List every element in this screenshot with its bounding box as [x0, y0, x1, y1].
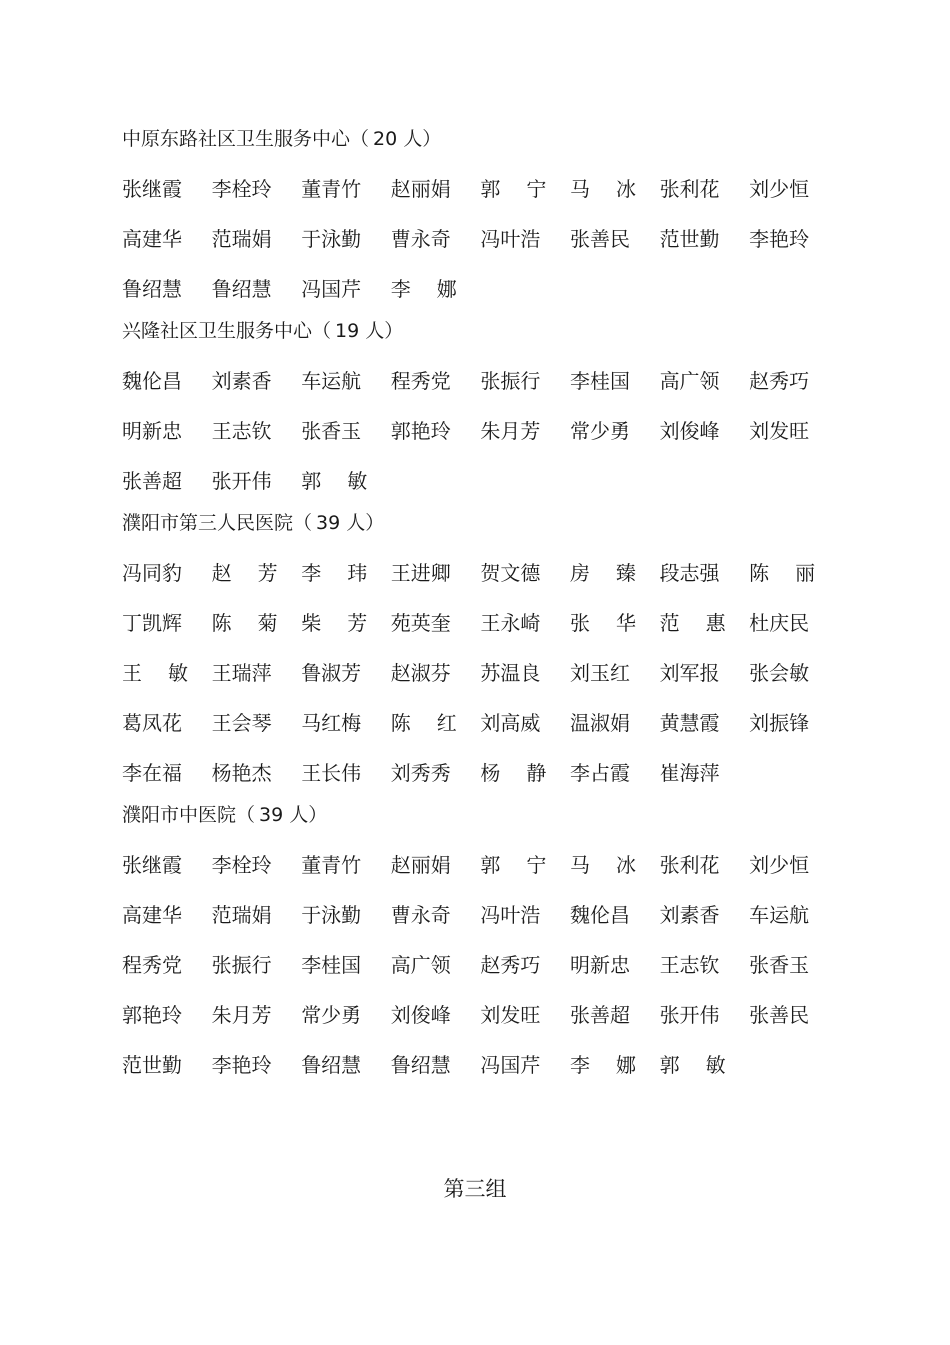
names-grid: [122, 840, 842, 1090]
person-name: 范世勤: [659, 227, 720, 251]
person-name: 冯叶浩: [480, 227, 541, 251]
person-name: 高广领: [390, 953, 451, 977]
person-name: 马 冰: [569, 177, 636, 201]
person-name: 张善超: [122, 469, 182, 493]
person-name: 郭 敏: [659, 1053, 726, 1077]
person-name: 刘秀秀: [390, 761, 451, 785]
person-name: 张利花: [659, 177, 720, 201]
section-headcount: 39 人）: [316, 512, 385, 534]
section-headcount: 19 人）: [335, 320, 404, 342]
person-name: 车运航: [749, 903, 810, 927]
person-name: 魏伦昌: [569, 903, 630, 927]
person-name: 刘俊峰: [390, 1003, 451, 1027]
roster-section: [122, 506, 842, 798]
person-name: 杜庆民: [749, 611, 810, 635]
person-name: 李栓玲: [211, 177, 272, 201]
person-name: 郭 宁: [480, 177, 547, 201]
person-name: 王长伟: [301, 761, 362, 785]
person-name: 鲁淑芳: [301, 661, 362, 685]
person-name: 张继霞: [122, 177, 182, 201]
person-name: 明新忠: [122, 419, 182, 443]
person-name: 刘振锋: [749, 711, 810, 735]
person-name: 郭艳玲: [122, 1003, 182, 1027]
person-name: 常少勇: [301, 1003, 362, 1027]
person-name: 范世勤: [122, 1053, 182, 1077]
person-name: 陈 丽: [749, 561, 816, 585]
person-name: 刘玉红: [569, 661, 630, 685]
person-name: 赵丽娟: [390, 177, 451, 201]
person-name: 张会敏: [749, 661, 810, 685]
person-name: 王 敏: [122, 661, 188, 685]
person-name: 赵 芳: [211, 561, 278, 585]
person-name: 于泳勤: [301, 227, 362, 251]
person-name: 黄慧霞: [659, 711, 720, 735]
person-name: 于泳勤: [301, 903, 362, 927]
person-name: 李在福: [122, 761, 182, 785]
person-name: 张善超: [569, 1003, 630, 1027]
person-name: 王瑞萍: [211, 661, 272, 685]
person-name: 鲁绍慧: [301, 1053, 362, 1077]
person-name: 董青竹: [301, 853, 362, 877]
person-name: 刘高威: [480, 711, 541, 735]
person-name: 郭 宁: [480, 853, 547, 877]
document-page: [122, 122, 842, 1090]
person-name: 刘少恒: [749, 853, 810, 877]
person-name: 李栓玲: [211, 853, 272, 877]
section-title: [122, 122, 842, 156]
person-name: 魏伦昌: [122, 369, 182, 393]
person-name: 刘发旺: [480, 1003, 541, 1027]
person-name: 李占霞: [569, 761, 630, 785]
roster-section: [122, 122, 842, 314]
person-name: 王会琴: [211, 711, 272, 735]
person-name: 房 臻: [569, 561, 636, 585]
person-name: 张香玉: [749, 953, 810, 977]
person-name: 郭 敏: [301, 469, 368, 493]
person-name: 张善民: [569, 227, 630, 251]
section-title-text: 兴隆社区卫生服务中心（: [122, 320, 332, 342]
section-title: [122, 506, 842, 540]
person-name: 朱月芳: [211, 1003, 272, 1027]
person-name: 程秀党: [390, 369, 451, 393]
person-name: 高广领: [659, 369, 720, 393]
person-name: 李艳玲: [211, 1053, 272, 1077]
person-name: 张善民: [749, 1003, 810, 1027]
person-name: 李 娜: [569, 1053, 636, 1077]
person-name: 曹永奇: [390, 227, 451, 251]
section-title-text: 濮阳市中医院（: [122, 804, 256, 826]
names-grid: [122, 548, 842, 798]
person-name: 王志钦: [211, 419, 272, 443]
person-name: 鲁绍慧: [211, 277, 272, 301]
person-name: 葛凤花: [122, 711, 182, 735]
person-name: 刘素香: [659, 903, 720, 927]
roster-section: [122, 798, 842, 1090]
person-name: 李艳玲: [749, 227, 810, 251]
person-name: 杨 静: [480, 761, 547, 785]
person-name: 张振行: [480, 369, 541, 393]
person-name: 鲁绍慧: [390, 1053, 451, 1077]
person-name: 马红梅: [301, 711, 362, 735]
person-name: 赵丽娟: [390, 853, 451, 877]
group-label: 第三组: [443, 1177, 507, 1201]
person-name: 张香玉: [301, 419, 362, 443]
person-name: 崔海萍: [659, 761, 720, 785]
section-title-text: 中原东路社区卫生服务中心（: [122, 128, 370, 150]
person-name: 明新忠: [569, 953, 630, 977]
person-name: 郭艳玲: [390, 419, 451, 443]
names-grid: [122, 164, 842, 314]
person-name: 王永崎: [480, 611, 541, 635]
person-name: 范瑞娟: [211, 903, 272, 927]
person-name: 常少勇: [569, 419, 630, 443]
person-name: 高建华: [122, 227, 182, 251]
person-name: 张振行: [211, 953, 272, 977]
person-name: 张开伟: [659, 1003, 720, 1027]
names-grid: [122, 356, 842, 506]
person-name: 苑英奎: [390, 611, 451, 635]
person-name: 张开伟: [211, 469, 272, 493]
person-name: 冯同豹: [122, 561, 182, 585]
person-name: 陈 菊: [211, 611, 278, 635]
roster-section: [122, 314, 842, 506]
person-name: 王进卿: [390, 561, 451, 585]
section-headcount: 20 人）: [373, 128, 442, 150]
person-name: 范瑞娟: [211, 227, 272, 251]
person-name: 段志强: [659, 561, 720, 585]
person-name: 张继霞: [122, 853, 182, 877]
person-name: 苏温良: [480, 661, 541, 685]
person-name: 李 娜: [390, 277, 457, 301]
person-name: 刘俊峰: [659, 419, 720, 443]
person-name: 赵淑芬: [390, 661, 451, 685]
person-name: 温淑娟: [569, 711, 630, 735]
person-name: 冯叶浩: [480, 903, 541, 927]
person-name: 程秀党: [122, 953, 182, 977]
section-title: [122, 314, 842, 348]
person-name: 刘素香: [211, 369, 272, 393]
person-name: 柴 芳: [301, 611, 368, 635]
person-name: 张利花: [659, 853, 720, 877]
person-name: 车运航: [301, 369, 362, 393]
person-name: 刘发旺: [749, 419, 810, 443]
person-name: 董青竹: [301, 177, 362, 201]
person-name: 杨艳杰: [211, 761, 272, 785]
person-name: 张 华: [569, 611, 636, 635]
person-name: 鲁绍慧: [122, 277, 182, 301]
person-name: 曹永奇: [390, 903, 451, 927]
person-name: 王志钦: [659, 953, 720, 977]
person-name: 李桂国: [569, 369, 630, 393]
section-headcount: 39 人）: [259, 804, 328, 826]
person-name: 马 冰: [569, 853, 636, 877]
person-name: 贺文德: [480, 561, 541, 585]
person-name: 冯国芹: [480, 1053, 541, 1077]
person-name: 李桂国: [301, 953, 362, 977]
person-name: 高建华: [122, 903, 182, 927]
section-title-text: 濮阳市第三人民医院（: [122, 512, 313, 534]
person-name: 冯国芹: [301, 277, 362, 301]
person-name: 范 惠: [659, 611, 726, 635]
section-title: [122, 798, 842, 832]
person-name: 丁凯辉: [122, 611, 182, 635]
person-name: 朱月芳: [480, 419, 541, 443]
person-name: 陈 红: [390, 711, 457, 735]
person-name: 赵秀巧: [480, 953, 541, 977]
person-name: 刘军报: [659, 661, 720, 685]
person-name: 李 玮: [301, 561, 368, 585]
person-name: 赵秀巧: [749, 369, 810, 393]
person-name: 刘少恒: [749, 177, 810, 201]
